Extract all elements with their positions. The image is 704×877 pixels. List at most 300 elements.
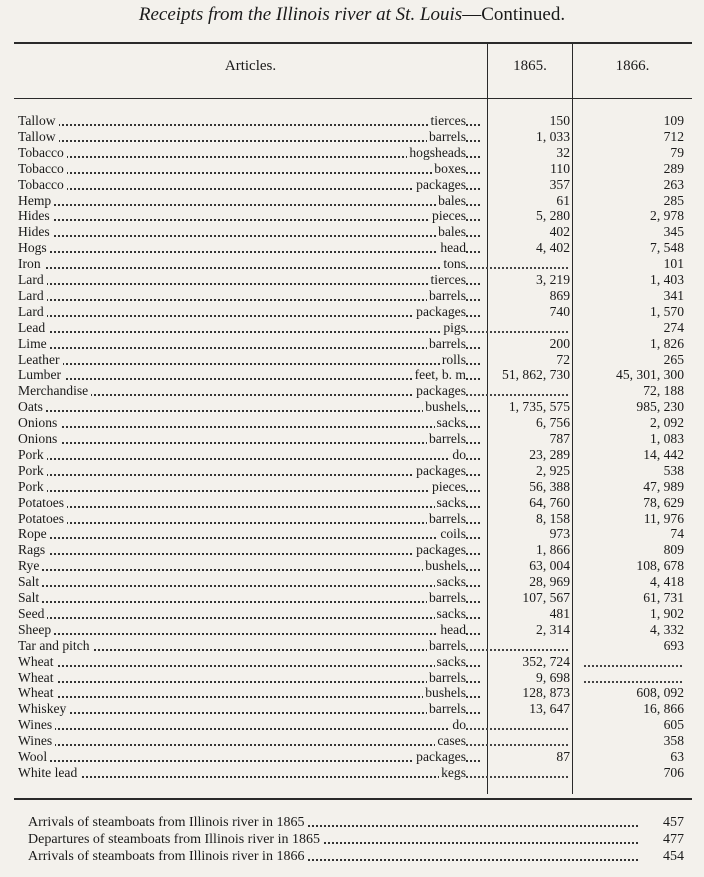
article-unit: tierces (430, 113, 466, 128)
article-name: Lard (18, 272, 47, 287)
table-row (0, 431, 704, 447)
article-cell (18, 224, 480, 240)
article-unit: do (452, 717, 466, 733)
leader-dots (18, 204, 480, 206)
value-1865: 2, 314 (536, 621, 570, 637)
leader-dots (18, 235, 480, 237)
article-unit: sacks (436, 574, 466, 590)
article-name: Hemp (18, 193, 54, 208)
value-1866: 809 (663, 542, 684, 558)
article-name: Wines (18, 717, 55, 732)
table-row (0, 574, 704, 590)
article-cell (18, 399, 480, 415)
table-row (0, 129, 704, 145)
value-1866: 358 (663, 733, 684, 749)
value-1865 (466, 267, 568, 269)
value-1865: 61 (556, 192, 570, 208)
article-unit: sacks (436, 415, 466, 431)
title-continued: —Continued. (462, 4, 566, 25)
article-name: Potatoes (18, 511, 67, 526)
leader-dots (18, 251, 480, 253)
leader-dots (18, 569, 480, 571)
leader-dots (18, 458, 480, 460)
article-name: Onions (18, 415, 60, 430)
value-1865 (466, 331, 568, 333)
article-cell (18, 495, 480, 511)
table-row (0, 208, 704, 224)
leader-dots (18, 378, 480, 380)
summary-value: 457 (663, 815, 684, 830)
article-unit: sacks (436, 494, 466, 510)
value-1866: 74 (670, 526, 684, 542)
value-1866: 7, 548 (650, 240, 684, 256)
header-1866: 1866. (615, 58, 650, 74)
leader-dots (18, 299, 480, 301)
article-unit: head (440, 621, 466, 637)
table-row (0, 542, 704, 558)
article-cell (18, 177, 480, 193)
value-1865: 352, 724 (522, 653, 570, 669)
table-row (0, 288, 704, 304)
value-1866: 63 (670, 749, 684, 764)
article-unit: barrels (429, 287, 466, 303)
value-1865: 63, 004 (529, 558, 570, 574)
article-name: Merchandise (18, 383, 91, 398)
value-1865: 9, 698 (536, 669, 570, 685)
value-1866: 712 (663, 128, 684, 144)
table-row (0, 670, 704, 686)
value-1865: 869 (549, 287, 570, 303)
article-cell (18, 622, 480, 638)
table-row (0, 399, 704, 415)
value-1865: 32 (556, 144, 570, 160)
value-1865: 107, 567 (522, 590, 570, 605)
value-1866: 289 (663, 160, 684, 176)
value-1866: 265 (663, 351, 684, 367)
article-unit: packages (416, 749, 466, 764)
value-1865: 72 (556, 351, 570, 367)
table-row (0, 717, 704, 733)
table-row (0, 479, 704, 495)
leader-dots (18, 681, 480, 683)
article-cell (18, 558, 480, 574)
summary-lead (28, 814, 638, 831)
article-cell (18, 415, 480, 431)
leader-dots (18, 537, 480, 539)
value-1866: 11, 976 (643, 510, 684, 526)
article-cell (18, 272, 480, 288)
article-unit: rolls (441, 351, 466, 367)
article-name: Rags (18, 542, 48, 557)
leader-dots (18, 442, 480, 444)
article-unit: bushels (425, 399, 466, 415)
value-1865: 5, 280 (536, 208, 570, 224)
article-cell (18, 717, 480, 733)
value-1866: 109 (663, 113, 684, 128)
value-1866 (584, 681, 682, 683)
leader-dots (18, 474, 480, 476)
value-1865 (466, 744, 568, 746)
article-name: Salt (18, 574, 42, 589)
value-1865 (466, 649, 568, 651)
value-1865: 481 (549, 605, 570, 621)
value-1865: 87 (556, 749, 570, 764)
leader-dots (18, 696, 480, 698)
table-row (0, 638, 704, 654)
article-cell (18, 145, 480, 161)
table-row (0, 272, 704, 288)
value-1865 (466, 728, 568, 730)
table-row (0, 701, 704, 717)
title-main: Receipts from the Illinois river at St. Louis (138, 4, 463, 25)
value-1866: 1, 570 (650, 303, 684, 319)
value-1866: 274 (663, 319, 684, 335)
leader-dots (18, 140, 480, 142)
article-name: Tobacco (18, 177, 67, 192)
article-cell (18, 447, 480, 463)
summary-line (0, 831, 704, 848)
value-1866: 61, 731 (643, 590, 684, 605)
table-row (0, 447, 704, 463)
value-1866: 14, 442 (643, 446, 684, 462)
article-name: Lard (18, 304, 47, 319)
article-unit: sacks (436, 605, 466, 621)
value-1866: 4, 418 (650, 574, 684, 590)
article-cell (18, 129, 480, 145)
article-unit: head (440, 240, 466, 256)
value-1866 (584, 665, 682, 667)
leader-dots (18, 172, 480, 174)
article-unit: barrels (429, 637, 466, 653)
article-cell (18, 383, 480, 399)
header-articles: Articles. (224, 58, 277, 74)
article-cell (18, 208, 480, 224)
article-cell (18, 765, 480, 781)
article-unit: pieces (432, 208, 466, 224)
summary-line (0, 814, 704, 831)
article-name: Tallow (18, 113, 59, 128)
table-row (0, 304, 704, 320)
value-1865: 740 (549, 303, 570, 319)
article-unit: barrels (429, 510, 466, 526)
article-name: Hides (18, 224, 53, 239)
table-row (0, 654, 704, 670)
leader-dots (18, 617, 480, 619)
table-bottom-rule (14, 798, 692, 800)
table-row (0, 511, 704, 527)
table-row (0, 352, 704, 368)
table-row (0, 320, 704, 336)
value-1866: 72, 188 (643, 383, 684, 399)
article-name: Wines (18, 733, 55, 748)
value-1865: 2, 925 (536, 462, 570, 478)
summary-line (0, 848, 704, 865)
article-unit: bushels (425, 558, 466, 574)
article-cell (18, 113, 480, 129)
leader-dots (18, 267, 480, 269)
value-1866: 538 (663, 462, 684, 478)
article-cell (18, 431, 480, 447)
article-cell (18, 479, 480, 495)
table-row (0, 526, 704, 542)
value-1865: 787 (549, 431, 570, 446)
value-1865 (466, 776, 568, 778)
article-name: Leather (18, 352, 63, 367)
article-unit: packages (416, 462, 466, 478)
article-unit: barrels (429, 669, 466, 685)
article-name: Tar and pitch (18, 638, 93, 653)
summary-label: Arrivals of steamboats from Illinois river in 1865 (28, 815, 307, 830)
leader-dots (18, 426, 480, 428)
article-cell (18, 193, 480, 209)
leader-dots (18, 363, 480, 365)
article-unit: packages (416, 383, 466, 399)
article-name: Iron (18, 256, 44, 271)
value-1865: 64, 760 (529, 494, 570, 510)
leader-dots (18, 728, 480, 730)
value-1865: 357 (549, 176, 570, 192)
article-name: Sheep (18, 622, 54, 637)
table-row (0, 177, 704, 193)
table-row (0, 161, 704, 177)
value-1866: 263 (663, 176, 684, 192)
article-name: Wheat (18, 670, 56, 685)
article-name: Lime (18, 336, 50, 351)
value-1866: 16, 866 (643, 701, 684, 717)
leader-dots (18, 665, 480, 667)
article-cell (18, 511, 480, 527)
article-name: Rye (18, 558, 42, 573)
value-1866: 101 (663, 256, 684, 272)
article-cell (18, 256, 480, 272)
article-cell (18, 590, 480, 606)
article-unit: packages (416, 176, 466, 192)
article-unit: bales (438, 192, 466, 208)
value-1865: 51, 862, 730 (502, 367, 570, 383)
article-name: Wool (18, 749, 50, 764)
table-row (0, 224, 704, 240)
article-cell (18, 670, 480, 686)
value-1866: 2, 978 (650, 208, 684, 224)
header-1865: 1865. (513, 58, 547, 74)
table-row (0, 256, 704, 272)
leader-dots (18, 219, 480, 221)
article-name: Tallow (18, 129, 59, 144)
value-1866: 706 (663, 764, 684, 780)
table-row (0, 733, 704, 749)
value-1866: 79 (670, 144, 684, 160)
table-row (0, 415, 704, 431)
article-cell (18, 320, 480, 336)
article-name: Pork (18, 479, 47, 494)
article-cell (18, 288, 480, 304)
article-name: Lead (18, 320, 48, 335)
article-unit: pieces (432, 478, 466, 494)
value-1865: 56, 388 (529, 478, 570, 494)
value-1866: 4, 332 (650, 621, 684, 637)
article-name: Oats (18, 399, 46, 414)
value-1865: 13, 647 (529, 701, 570, 717)
leader-dots (18, 410, 480, 412)
table-row (0, 240, 704, 256)
article-name: Lumber (18, 367, 64, 382)
article-unit: packages (416, 303, 466, 319)
article-cell (18, 526, 480, 542)
article-unit: barrels (429, 128, 466, 144)
leader-dots (18, 585, 480, 587)
article-cell (18, 638, 480, 654)
table-row (0, 383, 704, 399)
value-1865: 3, 219 (536, 272, 570, 287)
article-unit: feet, b. m (414, 367, 466, 383)
value-1866: 1, 826 (650, 335, 684, 351)
article-unit: sacks (436, 653, 466, 669)
leader-dots (18, 744, 480, 746)
article-name: Pork (18, 447, 47, 462)
table-row (0, 622, 704, 638)
table-row (0, 336, 704, 352)
article-unit: cases (437, 733, 466, 749)
table-row (0, 463, 704, 479)
article-unit: barrels (429, 335, 466, 351)
article-name: Whiskey (18, 701, 69, 716)
article-unit: boxes (434, 160, 466, 176)
value-1866: 608, 092 (636, 685, 684, 701)
article-cell (18, 367, 480, 383)
value-1866: 1, 403 (650, 272, 684, 287)
article-unit: do (452, 446, 466, 462)
article-cell (18, 701, 480, 717)
article-unit: barrels (429, 701, 466, 717)
table-row (0, 606, 704, 622)
article-unit: hogsheads (409, 144, 466, 160)
table-row (0, 367, 704, 383)
summary-lead (28, 831, 638, 848)
leader-dots (18, 331, 480, 333)
article-unit: barrels (429, 431, 466, 446)
article-cell (18, 606, 480, 622)
leader-dots (18, 347, 480, 349)
summary-label: Arrivals of steamboats from Illinois river in 1866 (28, 849, 307, 864)
header-bottom-rule (14, 98, 692, 99)
leader-dots (18, 760, 480, 762)
leader-dots (18, 633, 480, 635)
article-unit: bales (438, 224, 466, 240)
value-1865 (466, 394, 568, 396)
article-cell (18, 352, 480, 368)
article-name: Lard (18, 288, 47, 303)
value-1866: 78, 629 (643, 494, 684, 510)
leader-dots (18, 553, 480, 555)
article-unit: bushels (425, 685, 466, 701)
table-row (0, 749, 704, 765)
summary-value: 477 (663, 832, 684, 847)
value-1866: 605 (663, 717, 684, 733)
leader-dots (18, 188, 480, 190)
article-cell (18, 685, 480, 701)
leader-dots (18, 506, 480, 508)
leader-dots (18, 124, 480, 126)
value-1865: 973 (549, 526, 570, 542)
article-cell (18, 463, 480, 479)
value-1865: 1, 735, 575 (508, 399, 570, 415)
page-title (0, 4, 704, 26)
article-name: Rope (18, 526, 50, 541)
leader-dots (18, 712, 480, 714)
article-name: Hogs (18, 240, 50, 255)
value-1865: 402 (549, 224, 570, 240)
article-name: Pork (18, 463, 47, 478)
article-unit: barrels (429, 590, 466, 605)
summary-lead (28, 848, 638, 865)
value-1865: 23, 289 (529, 446, 570, 462)
article-unit: pigs (443, 319, 466, 335)
article-cell (18, 574, 480, 590)
article-unit: tierces (430, 272, 466, 287)
article-cell (18, 542, 480, 558)
value-1866: 341 (663, 287, 684, 303)
value-1866: 2, 092 (650, 415, 684, 431)
value-1866: 47, 989 (643, 478, 684, 494)
value-1866: 45, 301, 300 (616, 367, 684, 383)
article-name: White lead (18, 765, 80, 780)
summary-label: Departures of steamboats from Illinois river in 1865 (28, 832, 323, 847)
article-unit: kegs (441, 764, 466, 780)
table-row (0, 193, 704, 209)
article-name: Tobacco (18, 145, 67, 160)
table-row (0, 558, 704, 574)
article-name: Onions (18, 431, 60, 446)
article-name: Seed (18, 606, 47, 621)
article-unit: coils (440, 526, 466, 542)
value-1865: 1, 866 (536, 542, 570, 558)
article-name: Hides (18, 208, 53, 223)
value-1866: 108, 678 (636, 558, 684, 574)
article-name: Salt (18, 590, 42, 605)
value-1865: 6, 756 (536, 415, 570, 431)
article-cell (18, 654, 480, 670)
article-cell (18, 304, 480, 320)
value-1865: 1, 033 (536, 128, 570, 144)
summary-value: 454 (663, 849, 684, 864)
value-1865: 128, 873 (522, 685, 570, 701)
value-1866: 345 (663, 224, 684, 240)
table-top-rule (14, 42, 692, 44)
value-1865: 4, 402 (536, 240, 570, 256)
value-1866: 985, 230 (636, 399, 684, 415)
value-1865: 8, 158 (536, 510, 570, 526)
table-row (0, 685, 704, 701)
value-1866: 1, 902 (650, 605, 684, 621)
article-unit: tons (443, 256, 466, 272)
table-row (0, 113, 704, 129)
table-row (0, 145, 704, 161)
article-name: Wheat (18, 685, 56, 700)
leader-dots (18, 283, 480, 285)
value-1866: 693 (663, 637, 684, 653)
table-row (0, 590, 704, 606)
article-name: Wheat (18, 654, 56, 669)
value-1865: 28, 969 (529, 574, 570, 590)
value-1865: 150 (549, 113, 570, 128)
article-unit: packages (416, 542, 466, 558)
value-1865: 110 (550, 160, 570, 176)
article-cell (18, 749, 480, 765)
leader-dots (18, 522, 480, 524)
article-cell (18, 161, 480, 177)
table-row (0, 495, 704, 511)
article-name: Potatoes (18, 495, 67, 510)
